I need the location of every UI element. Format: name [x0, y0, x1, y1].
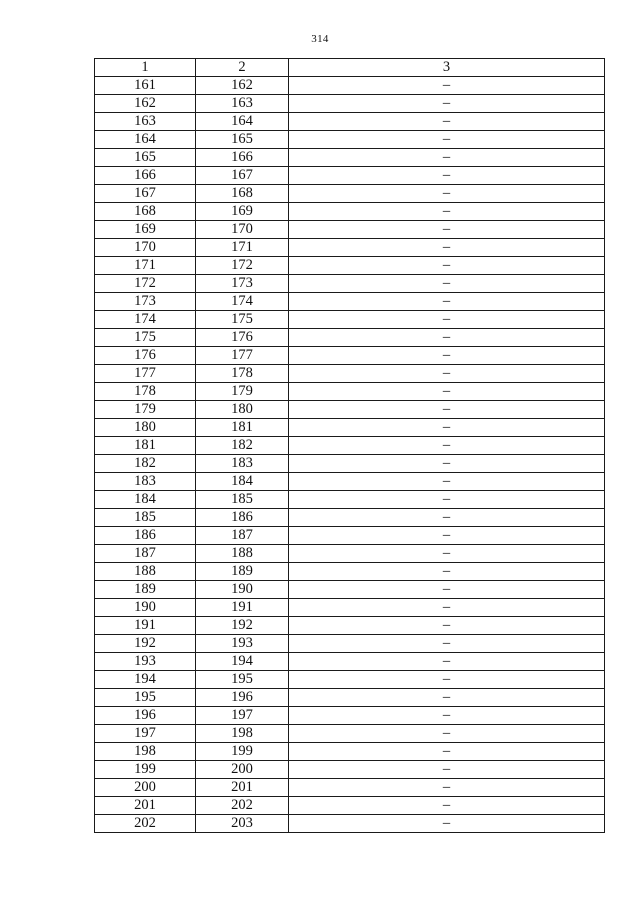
table-cell-col-3: –: [289, 563, 605, 581]
table-cell-col-3: –: [289, 617, 605, 635]
table-cell-col-1: 186: [95, 527, 196, 545]
table-cell-col-2: 194: [196, 653, 289, 671]
table-cell-col-1: 175: [95, 329, 196, 347]
table-row: [95, 671, 605, 689]
data-table: [94, 58, 605, 833]
table-cell-col-2: 174: [196, 293, 289, 311]
table-cell-col-1: 174: [95, 311, 196, 329]
table-cell-col-2: 170: [196, 221, 289, 239]
table-row: [95, 599, 605, 617]
table-cell-col-1: 200: [95, 779, 196, 797]
table-row: [95, 419, 605, 437]
table-cell-col-1: 187: [95, 545, 196, 563]
table-cell-col-3: –: [289, 401, 605, 419]
table-cell-col-1: 185: [95, 509, 196, 527]
table-cell-col-3: –: [289, 347, 605, 365]
table-cell-col-2: 178: [196, 365, 289, 383]
table-cell-col-1: 179: [95, 401, 196, 419]
table-cell-col-2: 189: [196, 563, 289, 581]
table-row: [95, 635, 605, 653]
table-cell-col-1: 197: [95, 725, 196, 743]
table-cell-col-3: –: [289, 599, 605, 617]
table-cell-col-3: –: [289, 419, 605, 437]
table-cell-col-3: –: [289, 275, 605, 293]
table-cell-col-3: –: [289, 113, 605, 131]
table-row: [95, 815, 605, 833]
table-cell-col-3: –: [289, 383, 605, 401]
table-row: [95, 383, 605, 401]
table-row: [95, 401, 605, 419]
table-cell-col-1: 171: [95, 257, 196, 275]
table-cell-col-1: 181: [95, 437, 196, 455]
table-cell-col-2: 193: [196, 635, 289, 653]
table-cell-col-2: 180: [196, 401, 289, 419]
table-cell-col-3: –: [289, 455, 605, 473]
table-cell-col-1: 191: [95, 617, 196, 635]
table-cell-col-2: 199: [196, 743, 289, 761]
table-cell-col-3: –: [289, 149, 605, 167]
table-row: [95, 581, 605, 599]
table-cell-col-3: –: [289, 131, 605, 149]
table-cell-col-1: 164: [95, 131, 196, 149]
table-cell-col-1: 188: [95, 563, 196, 581]
table-row: [95, 545, 605, 563]
table-cell-col-2: 175: [196, 311, 289, 329]
table-cell-col-1: 162: [95, 95, 196, 113]
table-row: [95, 473, 605, 491]
table-cell-col-1: 201: [95, 797, 196, 815]
table-cell-col-2: 173: [196, 275, 289, 293]
table-cell-col-3: –: [289, 653, 605, 671]
table-cell-col-2: 186: [196, 509, 289, 527]
table-cell-col-2: 172: [196, 257, 289, 275]
table-cell-col-1: 173: [95, 293, 196, 311]
table-row: [95, 131, 605, 149]
table-cell-col-2: 162: [196, 77, 289, 95]
table-cell-col-3: –: [289, 545, 605, 563]
table-row: [95, 293, 605, 311]
table-row: [95, 509, 605, 527]
table-row: [95, 347, 605, 365]
table-cell-col-1: 196: [95, 707, 196, 725]
table-cell-col-1: 192: [95, 635, 196, 653]
table-cell-col-1: 198: [95, 743, 196, 761]
table-cell-col-3: –: [289, 77, 605, 95]
table-cell-col-1: 190: [95, 599, 196, 617]
table-row: [95, 365, 605, 383]
table-cell-col-3: –: [289, 761, 605, 779]
table-cell-col-1: 182: [95, 455, 196, 473]
table-cell-col-2: 179: [196, 383, 289, 401]
table-cell-col-3: –: [289, 365, 605, 383]
table-cell-col-1: 170: [95, 239, 196, 257]
table-cell-col-2: 191: [196, 599, 289, 617]
table-row: [95, 77, 605, 95]
table-cell-col-1: 202: [95, 815, 196, 833]
table-row: [95, 797, 605, 815]
table-cell-col-3: –: [289, 707, 605, 725]
table-cell-col-1: 165: [95, 149, 196, 167]
table-row: [95, 239, 605, 257]
table-row: [95, 275, 605, 293]
table-row: [95, 617, 605, 635]
table-cell-col-1: 189: [95, 581, 196, 599]
table-row: [95, 95, 605, 113]
table-cell-col-1: 169: [95, 221, 196, 239]
table-cell-col-3: –: [289, 95, 605, 113]
table-cell-col-3: –: [289, 743, 605, 761]
table-cell-col-2: 203: [196, 815, 289, 833]
table-cell-col-3: –: [289, 779, 605, 797]
column-header-3: 3: [289, 59, 605, 77]
table-cell-col-1: 168: [95, 203, 196, 221]
table-body: [95, 77, 605, 833]
table-row: [95, 707, 605, 725]
table-cell-col-1: 172: [95, 275, 196, 293]
table-cell-col-1: 183: [95, 473, 196, 491]
table-cell-col-2: 167: [196, 167, 289, 185]
table-cell-col-3: –: [289, 293, 605, 311]
table-cell-col-3: –: [289, 329, 605, 347]
table-cell-col-1: 180: [95, 419, 196, 437]
table-cell-col-2: 200: [196, 761, 289, 779]
table-cell-col-2: 171: [196, 239, 289, 257]
table-row: [95, 779, 605, 797]
table-cell-col-1: 167: [95, 185, 196, 203]
table-cell-col-3: –: [289, 311, 605, 329]
table-row: [95, 257, 605, 275]
table-cell-col-1: 199: [95, 761, 196, 779]
table-cell-col-2: 166: [196, 149, 289, 167]
table-row: [95, 185, 605, 203]
table-cell-col-2: 187: [196, 527, 289, 545]
table-cell-col-3: –: [289, 473, 605, 491]
table-row: [95, 167, 605, 185]
table-row: [95, 221, 605, 239]
table-cell-col-2: 201: [196, 779, 289, 797]
table-row: [95, 743, 605, 761]
table-cell-col-3: –: [289, 725, 605, 743]
table-row: [95, 455, 605, 473]
table-cell-col-3: –: [289, 239, 605, 257]
table-cell-col-1: 178: [95, 383, 196, 401]
table-cell-col-3: –: [289, 635, 605, 653]
table-row: [95, 491, 605, 509]
table-cell-col-3: –: [289, 491, 605, 509]
table-cell-col-2: 182: [196, 437, 289, 455]
table-cell-col-1: 166: [95, 167, 196, 185]
table-cell-col-2: 168: [196, 185, 289, 203]
table-row: [95, 725, 605, 743]
table-cell-col-3: –: [289, 689, 605, 707]
table-cell-col-2: 185: [196, 491, 289, 509]
column-header-2: 2: [196, 59, 289, 77]
table-row: [95, 563, 605, 581]
table-row: [95, 203, 605, 221]
table-cell-col-2: 190: [196, 581, 289, 599]
table-cell-col-2: 188: [196, 545, 289, 563]
table-cell-col-2: 169: [196, 203, 289, 221]
table-cell-col-2: 164: [196, 113, 289, 131]
table-row: [95, 761, 605, 779]
table-cell-col-3: –: [289, 581, 605, 599]
table-cell-col-2: 197: [196, 707, 289, 725]
table-cell-col-1: 194: [95, 671, 196, 689]
table-cell-col-2: 183: [196, 455, 289, 473]
table-cell-col-1: 184: [95, 491, 196, 509]
table-cell-col-1: 176: [95, 347, 196, 365]
table-cell-col-1: 193: [95, 653, 196, 671]
table-cell-col-2: 181: [196, 419, 289, 437]
table-cell-col-2: 176: [196, 329, 289, 347]
table-cell-col-3: –: [289, 815, 605, 833]
table-row: [95, 113, 605, 131]
table-cell-col-2: 195: [196, 671, 289, 689]
table-row: [95, 689, 605, 707]
table-cell-col-3: –: [289, 671, 605, 689]
table-row: [95, 437, 605, 455]
page-number: 314: [311, 33, 329, 45]
table-cell-col-1: 177: [95, 365, 196, 383]
table-cell-col-2: 202: [196, 797, 289, 815]
table-cell-col-2: 192: [196, 617, 289, 635]
table-cell-col-2: 163: [196, 95, 289, 113]
table-header-row: [95, 59, 605, 77]
table-cell-col-3: –: [289, 203, 605, 221]
table-cell-col-2: 177: [196, 347, 289, 365]
table-cell-col-3: –: [289, 797, 605, 815]
table-cell-col-3: –: [289, 167, 605, 185]
table-cell-col-1: 161: [95, 77, 196, 95]
table-cell-col-1: 163: [95, 113, 196, 131]
table-row: [95, 653, 605, 671]
table-cell-col-3: –: [289, 257, 605, 275]
table-cell-col-2: 184: [196, 473, 289, 491]
table-cell-col-3: –: [289, 185, 605, 203]
table-cell-col-3: –: [289, 527, 605, 545]
table-cell-col-3: –: [289, 221, 605, 239]
column-header-1: 1: [95, 59, 196, 77]
table-cell-col-1: 195: [95, 689, 196, 707]
table-cell-col-3: –: [289, 509, 605, 527]
table-row: [95, 311, 605, 329]
table-cell-col-2: 165: [196, 131, 289, 149]
table-cell-col-2: 198: [196, 725, 289, 743]
table-row: [95, 527, 605, 545]
table-row: [95, 329, 605, 347]
table-cell-col-3: –: [289, 437, 605, 455]
table-row: [95, 149, 605, 167]
table-cell-col-2: 196: [196, 689, 289, 707]
